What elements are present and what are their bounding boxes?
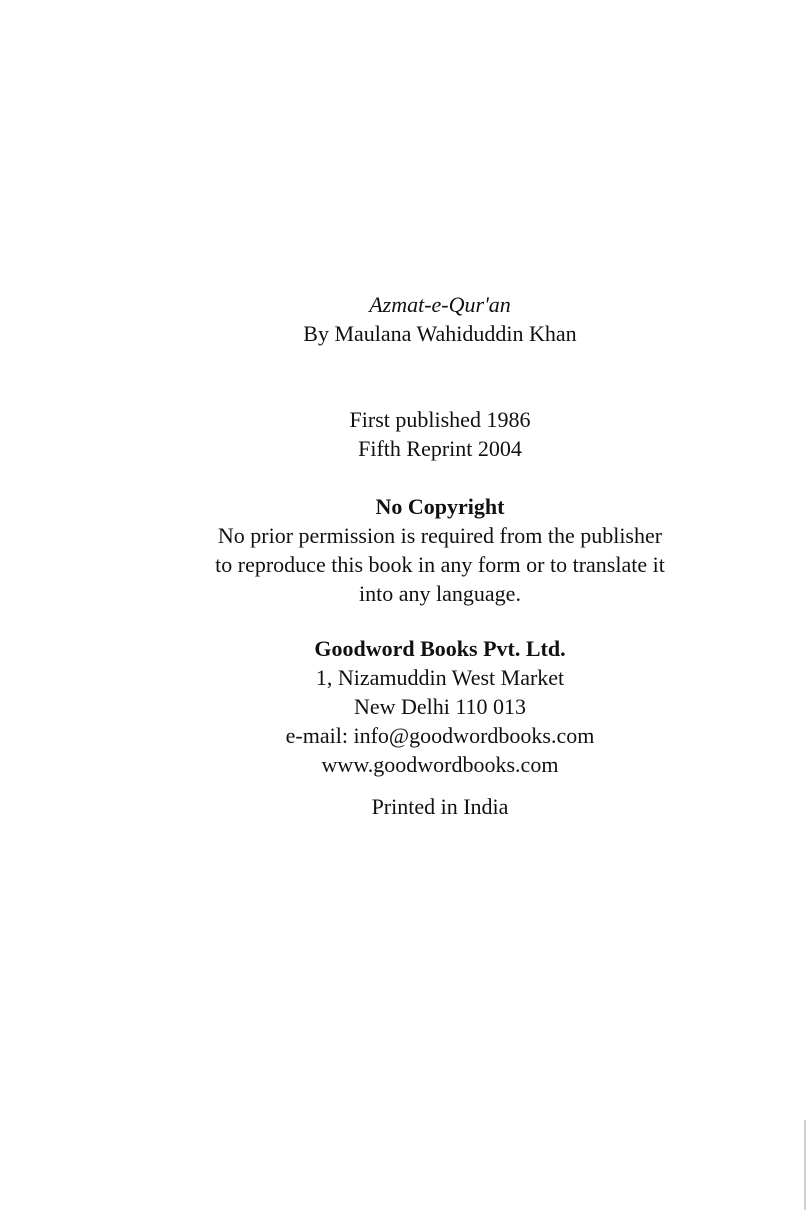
printed-in [0, 792, 807, 821]
reprint-line: Fifth Reprint 2004 [358, 436, 522, 461]
book-title: Azmat-e-Qur'an [369, 292, 511, 317]
publisher-email: e-mail: info@goodwordbooks.com [285, 723, 595, 748]
copyright-line-3: into any language. [359, 581, 521, 606]
author-line: By Maulana Wahiduddin Khan [303, 321, 577, 346]
publisher-website: www.goodwordbooks.com [321, 752, 559, 777]
title-block [0, 290, 807, 348]
copyright-notice [0, 492, 807, 608]
scan-edge-mark [804, 1120, 806, 1210]
copyright-line-1: No prior permission is required from the publisher [217, 523, 663, 548]
printed-in-line: Printed in India [371, 794, 509, 819]
publisher-info [0, 634, 807, 779]
publisher-address-1: 1, Nizamuddin West Market [315, 665, 565, 690]
publisher-name: Goodword Books Pvt. Ltd. [314, 636, 566, 661]
copyright-heading: No Copyright [375, 494, 505, 519]
publisher-address-2: New Delhi 110 013 [353, 694, 527, 719]
first-published: First published 1986 [349, 407, 531, 432]
publication-info [0, 405, 807, 463]
copyright-line-2: to reproduce this book in any form or to translate it [215, 552, 665, 577]
